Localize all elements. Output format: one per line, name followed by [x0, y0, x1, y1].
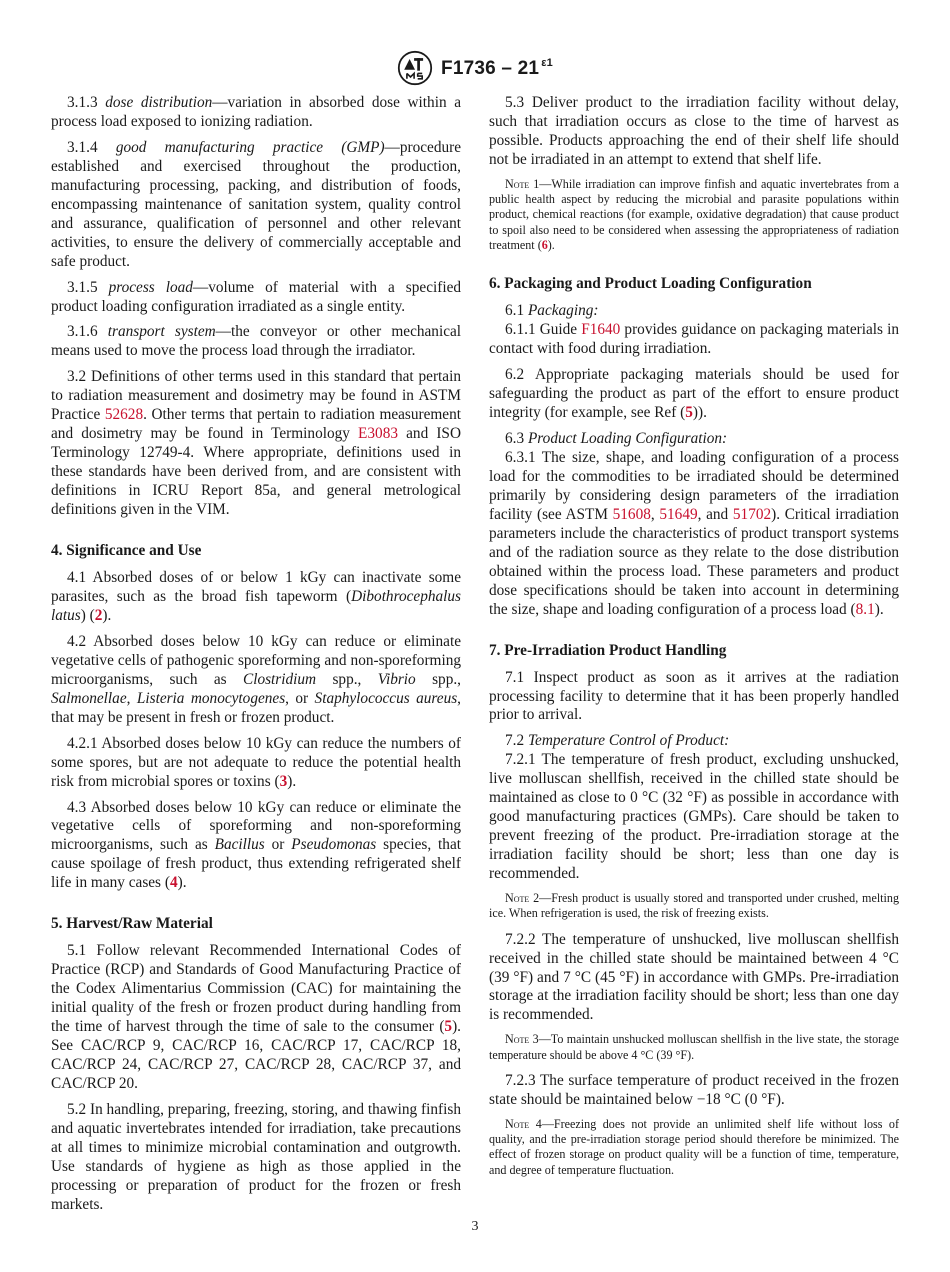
citation-link[interactable]: 5 [685, 404, 693, 422]
reference-link[interactable]: 52628 [104, 406, 144, 424]
citation-link[interactable]: 4 [169, 874, 178, 892]
paragraph-5-1: 5.1 Follow relevant Recommended International Codes of Practice (RCP) and Standards of Good Manufacturing Practice of the Codex Alimentarius Commission (CAC) for maintaining the initial quality of the fresh or frozen product during handling from the time of harvest through the time of sale to the consumer (5). See CAC/RCP 9, CAC/RCP 16, CAC/RCP 17, CAC/RCP 18, CAC/RCP 24, CAC/RCP 27, CAC/RCP 28, CAC/RCP 37, and CAC/RCP 20. [51, 942, 461, 1092]
section-heading-7: 7. Pre-Irradiation Product Handling [489, 641, 727, 659]
note-4: Note 4—Freezing does not provide an unlimited shelf life without loss of quality, and the pre-irradiation storage period should therefore be minimized. The effect of frozen storage on product quality will be a function of time, temperature, and degree of temperature fluctuation. [489, 1116, 899, 1177]
paragraph-6-3-1: 6.3.1 The size, shape, and loading configuration of a process load for the commodities to be irradiated should be determined primarily by considering design parameters of the irradiation facility (see ASTM 51608, 51649, and 51702). Critical irradiation parameters include the characteristics of product transport systems and of the radiation source as they relate to the dose distribution obtained within the process load. These parameters and product dose specifications should be taken into account in determining the size, shape and loading configuration of a process load (8.1). [489, 448, 899, 618]
section-heading-4: 4. Significance and Use [51, 542, 202, 560]
paragraph-6-2: 6.2 Appropriate packaging materials should be used for safeguarding the product as part of the effort to ensure product integrity (for example, see Ref (5)). [489, 366, 899, 422]
document-designation: F1736 – 21 $^{\varepsilon 1}$ [441, 56, 553, 79]
astm-logo [397, 50, 433, 86]
citation-link[interactable]: 2 [94, 606, 103, 624]
paragraph-7-2-3: 7.2.3 The surface temperature of product received in the frozen state should be maintained below −18 °C (0 °F). [489, 1071, 899, 1108]
note-3: Note 3—To maintain unshucked molluscan shellfish in the live state, the storage temperature should be above 4 °C (39 °F). [489, 1032, 899, 1062]
paragraph-4-1: 4.1 Absorbed doses of or below 1 kGy can inactivate some parasites, such as the broad fish tapeworm (Dibothrocephalus latus) (2). [51, 569, 461, 624]
page-number: 3 [471, 1219, 479, 1234]
reference-link[interactable]: F1640 [581, 321, 621, 339]
citation-link[interactable]: 6 [541, 238, 548, 252]
note-2: Note 2—Fresh product is usually stored and transported under crushed, melting ice. When refrigeration is used, the risk of freezing exists. [489, 891, 899, 921]
paragraph-4-2-1: 4.2.1 Absorbed doses below 10 kGy can reduce the numbers of some spores, but are not adequate to reduce the potential health risk from microbial spores or toxins (3). [51, 734, 461, 790]
paragraph-6-1-1: 6.1.1 Guide F1640 provides guidance on packaging materials in contact with food during irradiation. [489, 321, 899, 358]
paragraph-3-1-3: 3.1.3 dose distribution—variation in absorbed dose within a process load exposed to ionizing radiation. [51, 94, 461, 130]
paragraph-7-1: 7.1 Inspect product as soon as it arrives at the radiation processing facility to determine that it has been properly handled prior to arrival. [489, 668, 899, 724]
citation-link[interactable]: 3 [279, 772, 288, 790]
section-heading-5: 5. Harvest/Raw Material [51, 915, 213, 933]
paragraph-3-1-4: 3.1.4 good manufacturing practice (GMP)—procedure established and exercised throughout the production, manufacturing processing, packing, and distribution of foods, encompassing maintenance of sanitation system, quality control and assurance, qualification of personnel and other relevant activities, to ensure the delivery of commercially acceptable and safe product. [51, 138, 461, 270]
paragraph-3-2: 3.2 Definitions of other terms used in this standard that pertain to radiation measurement and dosimetry may be found in ASTM Practice 52628. Other terms that pertain to radiation measurement and dosimetry may be found in Terminology E3083 and ISO Terminology 12749-4. Where appropriate, definitions used in these standards have been derived from, and are consistent with definitions in ICRU Report 85a, and general metrological definitions given in the VIM. [51, 368, 461, 519]
reference-link[interactable]: 51608 [612, 505, 651, 523]
paragraph-7-2-2: 7.2.2 The temperature of unshucked, live molluscan shellfish received in the chilled state should be maintained between 4 °C (39 °F) and 7 °C (45 °F) in accordance with GMPs. Pre-irradiation storage at the irradiation facility should be short; less than one day is recommended. [489, 930, 899, 1024]
paragraph-6-3: 6.3 Product Loading Configuration: [505, 430, 728, 448]
page-header [0, 50, 950, 86]
paragraph-4-3: 4.3 Absorbed doses below 10 kGy can reduce or eliminate the vegetative cells of sporeforming and non-sporeforming microorganisms, such as Bacillus or Pseudomonas species, that cause spoilage of fresh product, thus extending refrigerated shelf life in many cases (4). [51, 798, 461, 892]
paragraph-7-2-1: 7.2.1 The temperature of fresh product, excluding unshucked, live molluscan shellfish, received in the chilled state should be maintained as close to 0 °C (32 °F) as possible in accordance with good manufacturing practices (GMPs). Care should be taken to prevent freezing of the product. Pre-irradiation storage at the irradiation facility should be short; less than one day is recommended. [489, 751, 899, 883]
right-column [489, 94, 899, 1187]
reference-link[interactable]: 51702 [732, 505, 772, 523]
paragraph-5-3: 5.3 Deliver product to the irradiation facility without delay, such that irradiation occurs as close to the time of harvest as possible. Products approaching the end of their shelf life should not be irradiated in an attempt to extend that shelf life. [489, 94, 899, 168]
paragraph-6-1: 6.1 Packaging: [505, 302, 599, 320]
paragraph-3-1-5: 3.1.5 process load—volume of material with a specified product loading configuration irradiated as a single entity. [51, 278, 462, 315]
reference-link[interactable]: E3083 [358, 425, 398, 443]
paragraph-7-2: 7.2 Temperature Control of Product: [505, 732, 730, 750]
section-heading-6: 6. Packaging and Product Loading Configuration [489, 275, 812, 293]
reference-link[interactable]: 51649 [659, 505, 698, 523]
section-link[interactable]: 8.1 [855, 600, 875, 618]
paragraph-3-1-6: 3.1.6 transport system—the conveyor or other mechanical means used to move the process load through the irradiator. [51, 323, 462, 360]
citation-link[interactable]: 5 [444, 1018, 453, 1036]
left-column [51, 94, 461, 1222]
paragraph-4-2: 4.2 Absorbed doses below 10 kGy can reduce or eliminate vegetative cells of pathogenic sporeforming and non-sporeforming microorganisms, such as Clostridium spp., Vibrio spp., Salmonellae, Listeria monocytogenes, or Staphylococcus aureus, that may be present in fresh or frozen product. [51, 632, 461, 726]
paragraph-5-2: 5.2 In handling, preparing, freezing, storing, and thawing finfish and aquatic invertebrates intended for irradiation, take precautions at all times to minimize microbial contamination and outgrowth. Use standards of hygiene as high as those applied in the processing or preparation of product for the frozen or fresh markets. [51, 1100, 461, 1213]
note-1: Note 1—While irradiation can improve finfish and aquatic invertebrates from a public health aspect by reducing the microbial and parasite populations within product, chemical reactions (for example, oxidative degradation) that cause product to spoil also need to be considered when assessing the appropriateness of radiation treatment (6). [489, 176, 899, 252]
